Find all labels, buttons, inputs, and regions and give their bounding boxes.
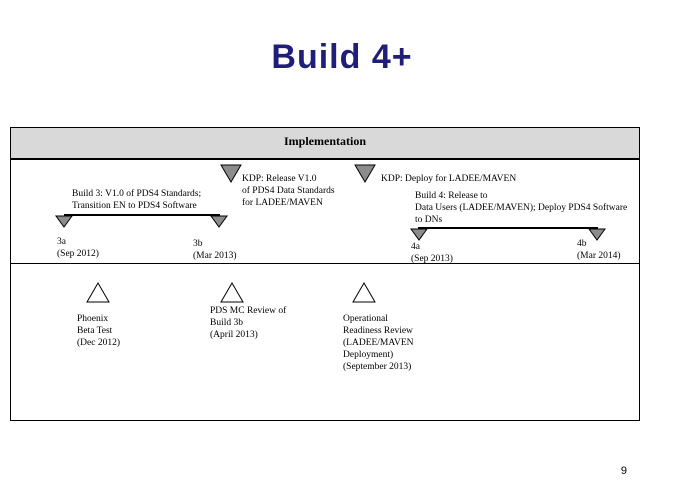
- mc-review-line3: (April 2013): [210, 330, 258, 340]
- slide-title: Build 4+: [271, 38, 413, 76]
- phoenix-line1: Phoenix: [77, 314, 109, 324]
- build4a-label: 4a: [411, 242, 420, 252]
- build3a-label: 3a: [57, 237, 66, 247]
- build4-timeline-bar: [418, 227, 598, 229]
- mc-review-line1: PDS MC Review of: [210, 306, 287, 316]
- build4-label-line3: to DNs: [415, 215, 443, 225]
- orr-line4: Deployment): [343, 350, 394, 360]
- build4a-marker-icon: [411, 229, 429, 241]
- kdp2-line1: KDP: Deploy for LADEE/MAVEN: [381, 174, 517, 184]
- build3b-label: 3b: [193, 239, 203, 249]
- build4b-marker-icon: [589, 229, 607, 241]
- build3-timeline-bar: [64, 214, 220, 216]
- phoenix-review-icon: [87, 283, 111, 303]
- build4a-date: (Sep 2013): [411, 254, 453, 264]
- kdp1-line1: KDP: Release V1.0: [242, 174, 317, 184]
- build4b-label: 4b: [577, 239, 587, 249]
- orr-line2: Readiness Review: [343, 326, 413, 336]
- timeline-frame: [10, 127, 640, 421]
- page-number: 9: [620, 465, 627, 477]
- build4-label-line1: Build 4: Release to: [415, 191, 488, 201]
- kdp1-line2: of PDS4 Data Standards: [242, 186, 335, 196]
- orr-line3: (LADEE/MAVEN: [343, 338, 414, 348]
- build3a-marker-icon: [56, 216, 74, 228]
- orr-line1: Operational: [343, 314, 388, 324]
- mc-review-icon: [221, 283, 245, 303]
- phoenix-line3: (Dec 2012): [77, 338, 120, 348]
- build3b-date: (Mar 2013): [193, 251, 237, 261]
- build3b-marker-icon: [211, 216, 229, 228]
- build3-label-line1: Build 3: V1.0 of PDS4 Standards;: [72, 189, 202, 199]
- kdp1-line3: for LADEE/MAVEN: [242, 198, 323, 208]
- orr-review-icon: [353, 283, 377, 303]
- kdp2-marker-icon: [355, 165, 377, 183]
- kdp1-marker-icon: [221, 165, 243, 183]
- build3a-date: (Sep 2012): [57, 249, 99, 259]
- phoenix-line2: Beta Test: [77, 326, 113, 336]
- orr-line5: (September 2013): [343, 362, 412, 372]
- build4-label-line2: Data Users (LADEE/MAVEN); Deploy PDS4 Software: [415, 203, 628, 213]
- mc-review-line2: Build 3b: [210, 318, 243, 328]
- build4b-date: (Mar 2014): [577, 251, 621, 261]
- implementation-header-label: Implementation: [284, 134, 366, 148]
- milestones-divider: [10, 263, 640, 264]
- build3-label-line2: Transition EN to PDS4 Software: [72, 201, 197, 211]
